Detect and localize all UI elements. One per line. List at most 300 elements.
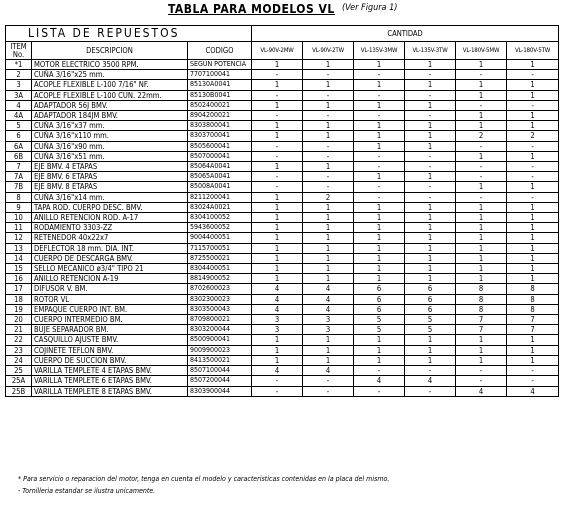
item-number-cell: 25B (6, 386, 32, 396)
quantity-cell: 1 (507, 253, 559, 263)
description-cell: EJE BMV. 4 ETAPAS (32, 162, 188, 172)
quantity-cell: 1 (354, 345, 405, 355)
item-number-cell: 5 (6, 121, 32, 131)
quantity-cell: - (456, 366, 507, 376)
quantity-cell: 1 (354, 223, 405, 233)
description-cell: RODAMIENTO 3303-ZZ (32, 223, 188, 233)
quantity-cell: 7 (507, 315, 559, 325)
quantity-cell: - (303, 151, 354, 161)
quantity-cell: - (354, 192, 405, 202)
table-row (6, 315, 559, 325)
code-cell: 8304400051 (188, 264, 252, 274)
quantity-cell: - (252, 151, 303, 161)
quantity-cell: 1 (354, 243, 405, 253)
quantity-cell: - (405, 182, 456, 192)
quantity-cell: 1 (405, 100, 456, 110)
quantity-cell: 1 (405, 141, 456, 151)
model-header: VL-180V-5TW (507, 42, 559, 60)
item-number-cell: 13 (6, 243, 32, 253)
table-row (6, 243, 559, 253)
code-cell: 8303900044 (188, 386, 252, 396)
quantity-cell: 1 (507, 233, 559, 243)
quantity-cell: 5 (354, 315, 405, 325)
quantity-cell: 1 (354, 131, 405, 141)
description-cell: CUÑA 3/16"x37 mm. (32, 121, 188, 131)
quantity-cell: 1 (252, 100, 303, 110)
quantity-cell: 5 (354, 325, 405, 335)
quantity-cell: - (456, 141, 507, 151)
quantity-cell: - (252, 90, 303, 100)
quantity-cell: 1 (303, 213, 354, 223)
item-number-cell: 3 (6, 80, 32, 90)
quantity-cell: 2 (456, 131, 507, 141)
quantity-cell: 1 (252, 131, 303, 141)
quantity-cell: - (303, 386, 354, 396)
quantity-cell: - (456, 162, 507, 172)
quantity-cell: 1 (354, 202, 405, 212)
item-number-cell: 7B (6, 182, 32, 192)
code-cell: 8303700041 (188, 131, 252, 141)
parts-table-body (6, 60, 559, 397)
quantity-cell: 1 (456, 335, 507, 345)
quantity-cell: 1 (456, 60, 507, 70)
quantity-cell: 1 (456, 345, 507, 355)
description-cell: DEFLECTOR 18 mm. DIA. INT. (32, 243, 188, 253)
quantity-cell: 4 (354, 376, 405, 386)
quantity-cell: - (405, 111, 456, 121)
item-number-cell: 4 (6, 100, 32, 110)
table-row (6, 162, 559, 172)
parts-table (5, 25, 559, 397)
quantity-cell: 1 (405, 172, 456, 182)
quantity-cell: 1 (252, 202, 303, 212)
item-number-cell: 3A (6, 90, 32, 100)
quantity-cell: 1 (252, 121, 303, 131)
quantity-cell: 1 (354, 121, 405, 131)
quantity-cell: - (405, 162, 456, 172)
quantity-cell: 8 (507, 284, 559, 294)
item-number-cell: 21 (6, 325, 32, 335)
code-cell: 8302300023 (188, 294, 252, 304)
column-header-row (6, 42, 559, 60)
quantity-cell: 1 (456, 213, 507, 223)
description-cell: VARILLA TEMPLETE 4 ETAPAS BMV. (32, 366, 188, 376)
item-number-cell: 7 (6, 162, 32, 172)
quantity-cell: - (252, 70, 303, 80)
quantity-cell: 1 (507, 345, 559, 355)
quantity-cell: 1 (507, 355, 559, 365)
item-no-header: ITEM No. (6, 42, 32, 60)
table-row (6, 335, 559, 345)
quantity-cell: 2 (507, 131, 559, 141)
item-number-cell: 2 (6, 70, 32, 80)
quantity-cell: - (405, 366, 456, 376)
quantity-cell: 1 (507, 121, 559, 131)
code-cell: 8304100052 (188, 213, 252, 223)
description-cell: CUERPO DE SUCCION BMV. (32, 355, 188, 365)
code-cell: SEGUN POTENCIA (188, 60, 252, 70)
quantity-cell: 1 (303, 264, 354, 274)
description-cell: CASQUILLO AJUSTE BMV. (32, 335, 188, 345)
item-number-cell: 10 (6, 213, 32, 223)
description-cell: ACOPLE FLEXIBLE L-100 CUN. 22mm. (32, 90, 188, 100)
quantity-cell: 1 (456, 233, 507, 243)
quantity-cell: 7 (456, 315, 507, 325)
description-cell: CUERPO INTERMEDIO BM. (32, 315, 188, 325)
table-row (6, 304, 559, 314)
quantity-cell: - (303, 141, 354, 151)
item-number-cell: 11 (6, 223, 32, 233)
quantity-cell: 1 (303, 131, 354, 141)
quantity-cell: 1 (252, 335, 303, 345)
quantity-cell: - (354, 70, 405, 80)
item-number-cell: 4A (6, 111, 32, 121)
quantity-cell: 1 (252, 223, 303, 233)
description-cell: CUÑA 3/16"x90 mm. (32, 141, 188, 151)
code-cell: 85065A0041 (188, 172, 252, 182)
quantity-cell: 4 (405, 376, 456, 386)
code-cell: 8505600041 (188, 141, 252, 151)
quantity-cell: 6 (354, 304, 405, 314)
table-row (6, 90, 559, 100)
quantity-cell: - (405, 70, 456, 80)
code-cell: 8507000041 (188, 151, 252, 161)
title-row (0, 2, 561, 18)
quantity-cell: - (507, 376, 559, 386)
quantity-cell: 4 (303, 284, 354, 294)
quantity-cell: 8 (456, 284, 507, 294)
quantity-cell: 6 (405, 304, 456, 314)
quantity-cell: - (354, 90, 405, 100)
quantity-cell: 1 (456, 243, 507, 253)
code-cell: 8500900041 (188, 335, 252, 345)
quantity-cell: 1 (252, 345, 303, 355)
code-cell: 8507100044 (188, 366, 252, 376)
code-cell: 8814900052 (188, 274, 252, 284)
table-row (6, 141, 559, 151)
code-cell: 8725500021 (188, 253, 252, 263)
description-cell: ADAPTADOR 184JM BMV. (32, 111, 188, 121)
item-number-cell: 6B (6, 151, 32, 161)
description-cell: CUÑA 3/16"x25 mm. (32, 70, 188, 80)
quantity-cell: - (507, 192, 559, 202)
item-number-cell: 22 (6, 335, 32, 345)
quantity-cell: 1 (405, 121, 456, 131)
item-number-cell: 25 (6, 366, 32, 376)
quantity-cell: 4 (303, 294, 354, 304)
quantity-cell: 3 (252, 325, 303, 335)
quantity-cell: 1 (303, 355, 354, 365)
quantity-cell: 1 (456, 355, 507, 365)
quantity-cell: 1 (456, 121, 507, 131)
item-number-cell: 8 (6, 192, 32, 202)
quantity-cell: 1 (456, 182, 507, 192)
description-cell: ANILLO RETENCION A-19 (32, 274, 188, 284)
quantity-cell: 1 (303, 274, 354, 284)
parts-list-heading: LISTA DE REPUESTOS (6, 26, 252, 42)
code-cell: 9009900023 (188, 345, 252, 355)
quantity-cell: 1 (507, 243, 559, 253)
quantity-cell: 1 (456, 223, 507, 233)
item-number-cell: 16 (6, 274, 32, 284)
quantity-cell: - (507, 100, 559, 110)
item-number-cell: 9 (6, 202, 32, 212)
quantity-cell: 1 (252, 355, 303, 365)
item-number-cell: 12 (6, 233, 32, 243)
quantity-cell: 1 (354, 335, 405, 345)
quantity-cell: 1 (405, 253, 456, 263)
quantity-cell: - (405, 90, 456, 100)
quantity-cell: 1 (303, 253, 354, 263)
quantity-cell: - (507, 141, 559, 151)
item-number-cell: 19 (6, 304, 32, 314)
table-row (6, 233, 559, 243)
code-cell: 5943600052 (188, 223, 252, 233)
quantity-cell: 1 (252, 243, 303, 253)
item-number-cell: *1 (6, 60, 32, 70)
code-cell: 85130B0041 (188, 90, 252, 100)
quantity-cell: 1 (405, 80, 456, 90)
code-cell: 85008A0041 (188, 182, 252, 192)
description-cell: TAPA ROD. CUERPO DESC. BMV. (32, 202, 188, 212)
quantity-cell: 1 (303, 60, 354, 70)
quantity-cell: 1 (405, 202, 456, 212)
code-cell: 8303200044 (188, 325, 252, 335)
quantity-cell: 1 (354, 264, 405, 274)
description-cell: ACOPLE FLEXIBLE L-100 7/16" NF. (32, 80, 188, 90)
quantity-cell: - (507, 172, 559, 182)
quantity-cell: 1 (354, 80, 405, 90)
quantity-cell: 1 (354, 100, 405, 110)
quantity-cell: 4 (252, 304, 303, 314)
quantity-cell: 1 (456, 274, 507, 284)
code-cell: 8709800021 (188, 315, 252, 325)
code-cell: 8904200021 (188, 111, 252, 121)
table-row (6, 366, 559, 376)
quantity-cell: - (456, 192, 507, 202)
quantity-cell: 6 (354, 284, 405, 294)
item-number-cell: 18 (6, 294, 32, 304)
code-cell: 8702600023 (188, 284, 252, 294)
table-row (6, 294, 559, 304)
quantity-cell: 1 (507, 335, 559, 345)
quantity-cell: 1 (507, 223, 559, 233)
code-cell: 8303800041 (188, 121, 252, 131)
item-number-cell: 6 (6, 131, 32, 141)
item-number-cell: 6A (6, 141, 32, 151)
quantity-cell: 4 (303, 366, 354, 376)
quantity-cell: 6 (354, 294, 405, 304)
table-row (6, 151, 559, 161)
table-row (6, 131, 559, 141)
quantity-cell: 3 (303, 325, 354, 335)
description-cell: RETENEDOR 40x22x7 (32, 233, 188, 243)
item-number-cell: 7A (6, 172, 32, 182)
quantity-cell: - (303, 70, 354, 80)
model-header: VL-180V-5MW (456, 42, 507, 60)
quantity-cell: - (354, 386, 405, 396)
quantity-cell: 1 (303, 223, 354, 233)
quantity-cell: 1 (252, 192, 303, 202)
document-title: TABLA PARA MODELOS VL (168, 2, 335, 16)
quantity-cell: 1 (456, 80, 507, 90)
description-cell: COJINETE TEFLON BMV. (32, 345, 188, 355)
quantity-cell: 1 (456, 151, 507, 161)
quantity-cell: - (456, 70, 507, 80)
code-cell: 8211200041 (188, 192, 252, 202)
table-row (6, 274, 559, 284)
description-cell: ROTOR VL (32, 294, 188, 304)
quantity-cell: - (354, 111, 405, 121)
quantity-cell: 1 (456, 90, 507, 100)
quantity-cell: 1 (303, 233, 354, 243)
item-number-cell: 20 (6, 315, 32, 325)
quantity-cell: - (405, 386, 456, 396)
quantity-cell: 1 (354, 233, 405, 243)
quantity-cell: 1 (405, 60, 456, 70)
table-row (6, 80, 559, 90)
table-row (6, 345, 559, 355)
table-row (6, 100, 559, 110)
quantity-cell: 1 (303, 80, 354, 90)
quantity-cell: 1 (405, 345, 456, 355)
quantity-cell: 1 (507, 274, 559, 284)
quantity-cell: 4 (303, 304, 354, 314)
description-cell: BUJE SEPARADOR BM. (32, 325, 188, 335)
item-number-cell: 25A (6, 376, 32, 386)
quantity-cell: 4 (252, 294, 303, 304)
code-cell: 85130A0041 (188, 80, 252, 90)
table-row (6, 325, 559, 335)
quantity-cell: 4 (507, 386, 559, 396)
quantity-cell: 1 (405, 355, 456, 365)
code-cell: 8413500021 (188, 355, 252, 365)
quantity-cell: 1 (405, 213, 456, 223)
quantity-cell: - (252, 111, 303, 121)
code-cell: 8507200044 (188, 376, 252, 386)
table-row (6, 213, 559, 223)
quantity-cell: 1 (303, 335, 354, 345)
code-cell: 85064A0041 (188, 162, 252, 172)
quantity-cell: 1 (507, 264, 559, 274)
quantity-cell: 1 (456, 264, 507, 274)
footnote-motor: * Para servicio o reparacion del motor, tenga en cuenta el modelo y caracteristicas contenidas en la placa del mismo. (18, 475, 390, 483)
quantity-cell: 1 (507, 202, 559, 212)
quantity-cell: 1 (507, 60, 559, 70)
description-cell: CUÑA 3/16"x110 mm. (32, 131, 188, 141)
quantity-cell: 1 (252, 213, 303, 223)
quantity-cell: 1 (354, 355, 405, 365)
description-cell: EMPAQUE CUERPO INT. BM. (32, 304, 188, 314)
code-cell: 9004400051 (188, 233, 252, 243)
table-row (6, 202, 559, 212)
quantity-cell: 6 (405, 294, 456, 304)
quantity-cell: 1 (303, 345, 354, 355)
quantity-cell: - (354, 151, 405, 161)
quantity-cell: - (303, 111, 354, 121)
quantity-cell: 8 (456, 304, 507, 314)
quantity-cell: - (354, 366, 405, 376)
quantity-cell: - (303, 90, 354, 100)
quantity-cell: 1 (507, 182, 559, 192)
quantity-cell: 1 (456, 202, 507, 212)
item-number-cell: 23 (6, 345, 32, 355)
code-header: CODIGO (188, 42, 252, 60)
quantity-cell: 1 (252, 264, 303, 274)
quantity-cell: 1 (507, 151, 559, 161)
code-cell: 7707100041 (188, 70, 252, 80)
quantity-cell: 1 (405, 264, 456, 274)
quantity-cell: - (354, 182, 405, 192)
description-cell: CUERPO DE DESCARGA BMV. (32, 253, 188, 263)
quantity-cell: - (507, 162, 559, 172)
quantity-cell: 1 (303, 243, 354, 253)
table-row (6, 253, 559, 263)
table-row (6, 264, 559, 274)
model-header: VL-90V-2MW (252, 42, 303, 60)
quantity-cell: 1 (456, 111, 507, 121)
code-cell: 8502400021 (188, 100, 252, 110)
quantity-cell: 8 (507, 304, 559, 314)
description-cell: SELLO MECANICO ø3/4" TIPO 21 (32, 264, 188, 274)
quantity-cell: 1 (252, 253, 303, 263)
quantity-cell: 1 (354, 274, 405, 284)
quantity-cell: - (252, 172, 303, 182)
quantity-cell: - (252, 141, 303, 151)
description-cell: EJE BMV. 6 ETAPAS (32, 172, 188, 182)
quantity-cell: 1 (405, 335, 456, 345)
quantity-cell: 1 (303, 162, 354, 172)
quantity-cell: 7 (507, 325, 559, 335)
quantity-cell: 1 (252, 80, 303, 90)
description-cell: ANILLO RETENCION ROD. A-17 (32, 213, 188, 223)
quantity-cell: - (507, 70, 559, 80)
quantity-cell: 6 (405, 284, 456, 294)
item-number-cell: 24 (6, 355, 32, 365)
quantity-cell: - (354, 162, 405, 172)
table-row (6, 172, 559, 182)
quantity-cell: 1 (405, 243, 456, 253)
quantity-cell: 1 (252, 60, 303, 70)
quantity-cell: 1 (456, 253, 507, 263)
quantity-cell: 1 (252, 162, 303, 172)
footnotes (18, 473, 389, 497)
description-cell: MOTOR ELECTRICO 3500 RPM. (32, 60, 188, 70)
table-row (6, 60, 559, 70)
model-header: VL-135V-3MW (354, 42, 405, 60)
quantity-cell: 4 (456, 386, 507, 396)
item-number-cell: 15 (6, 264, 32, 274)
quantity-cell: - (303, 172, 354, 182)
quantity-cell: 7 (456, 325, 507, 335)
description-cell: CUÑA 3/16"x51 mm. (32, 151, 188, 161)
footnote-hardware: - Tornilleria estandar se ilustra unicamente. (18, 487, 156, 495)
quantity-cell: 1 (507, 111, 559, 121)
quantity-cell: - (252, 386, 303, 396)
quantity-cell: 4 (252, 284, 303, 294)
description-cell: ADAPTADOR 56J BMV. (32, 100, 188, 110)
quantity-cell: 1 (354, 253, 405, 263)
description-cell: EJE BMV. 8 ETAPAS (32, 182, 188, 192)
quantity-cell: - (507, 366, 559, 376)
quantity-cell: 8 (456, 294, 507, 304)
item-number-cell: 17 (6, 284, 32, 294)
quantity-cell: 1 (303, 100, 354, 110)
quantity-cell: 1 (405, 274, 456, 284)
quantity-cell: 8 (507, 294, 559, 304)
quantity-cell: 1 (354, 60, 405, 70)
item-number-cell: 14 (6, 253, 32, 263)
